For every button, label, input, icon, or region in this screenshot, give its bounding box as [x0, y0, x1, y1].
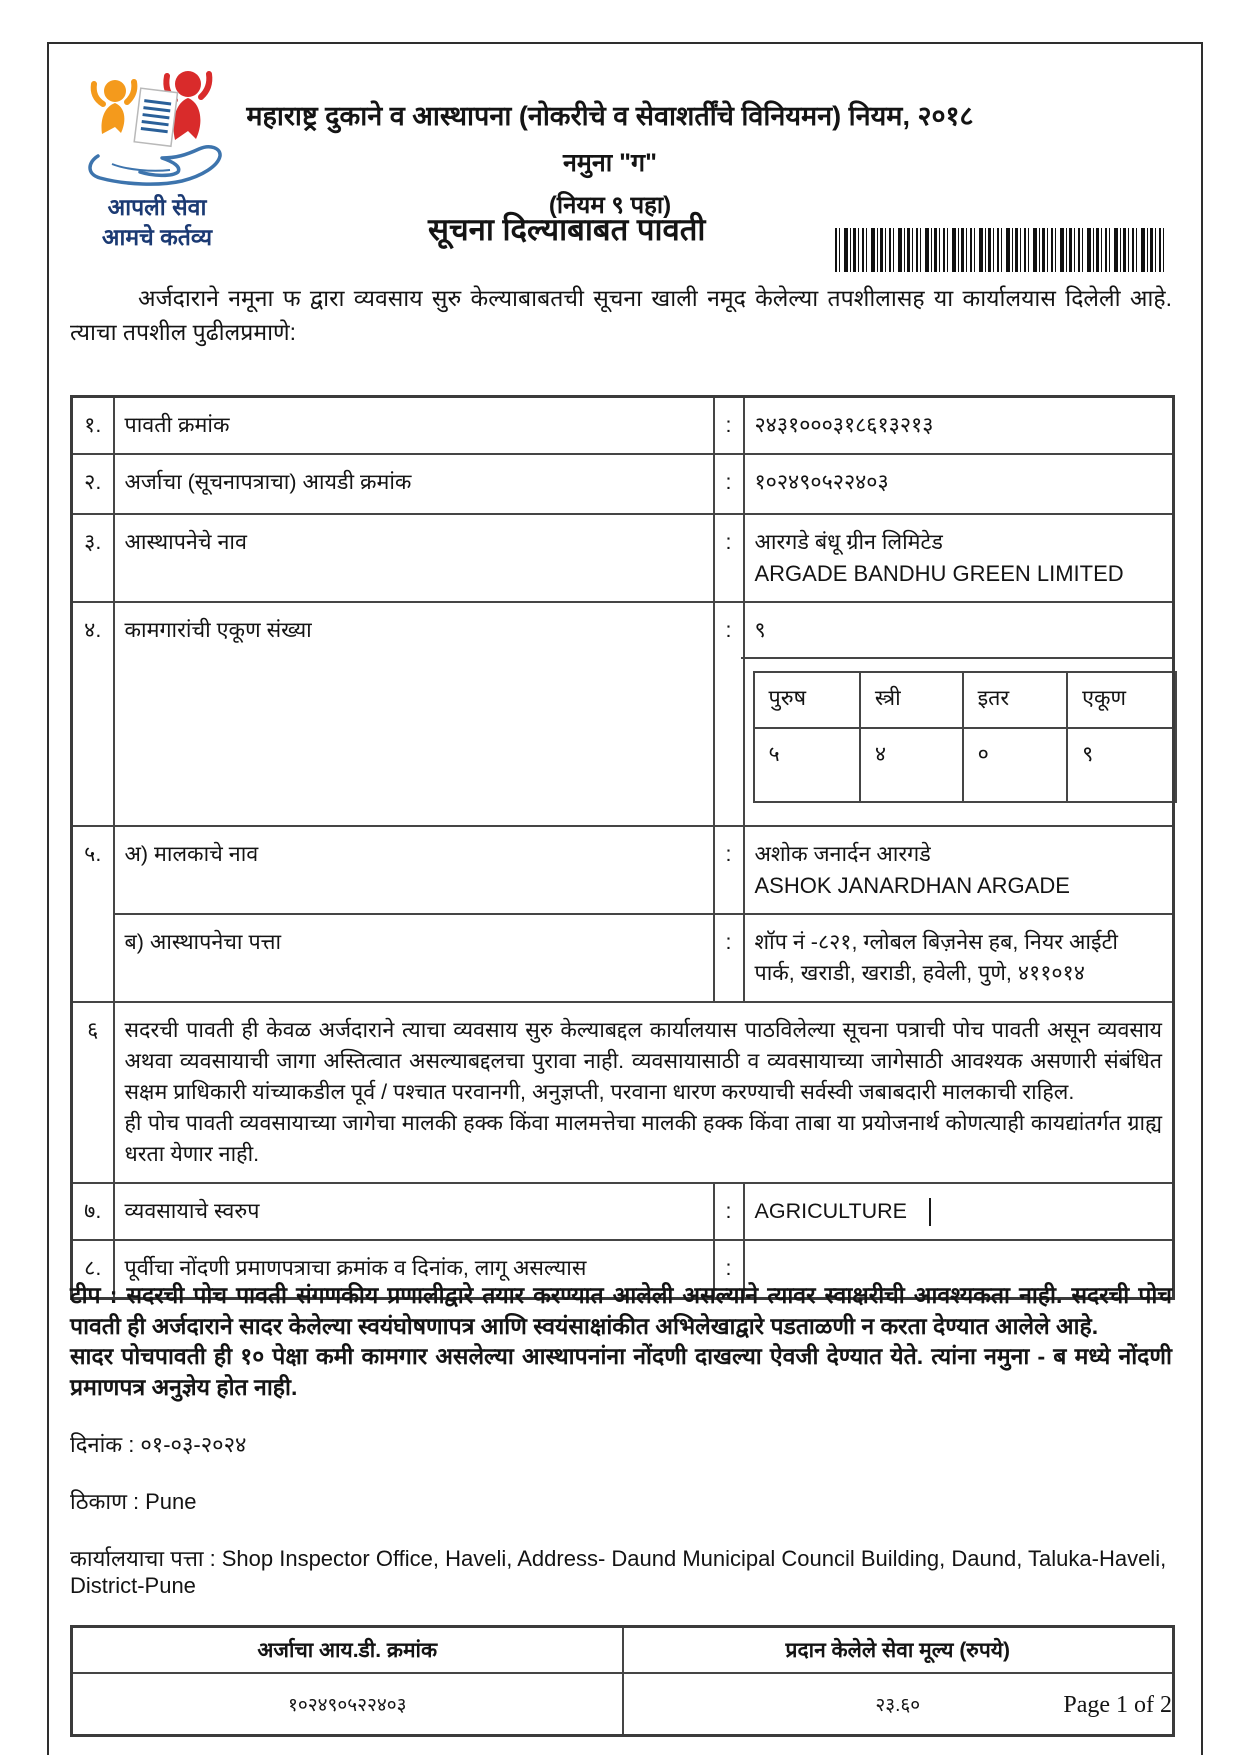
note-paragraph-2: सादर पोचपावती ही १० पेक्षा कमी कामगार असलेल्या आस्थापनांना नोंदणी दाखल्या ऐवजी देण्यात येते. त्यांना नमुना - ब मध्ये नोंदणी प्रमाणपत्र अनुज्ञेय होत नाही.: [70, 1343, 1172, 1400]
colon-separator: :: [714, 1240, 744, 1298]
fee-value-application-id: १०२४९०५२२४०३: [72, 1673, 623, 1736]
note-paragraph-1: टीप : सदरची पोच पावती संगणकीय प्रणालीद्वारे तयार करण्यात आलेली असल्याने त्यावर स्वाक्षरीची आवश्यकता नाही. सदरची पोच पावती ही अर्जदाराने सादर केलेल्या स्वयंघोषणापत्र आणि स्वयंसाक्षांकीत अभिलेखाद्वारे पडताळणी न करता देण्यात आलेले आहे.: [70, 1282, 1172, 1339]
disclaimer-paragraph-1: सदरची पावती ही केवळ अर्जदाराने त्याचा व्यवसाय सुरु केल्याबद्दल कार्यालयास पाठविलेल्या सूचना पत्राची पोच पावती असून व्यवसाय अथवा व्यवसायाची जागा अस्तित्वात असल्याबद्दलचा पुरावा नाही. व्यवसायासाठी व व्यवसायाच्या जागेसाठी आवश्यक असणारी संबंधित सक्षम प्राधिकारी यांच्याकडील पूर्व / पश्चात परवानगी, अनुज्ञप्ती, परवाना धारण करण्याची सर्वस्वी जबाबदारी मालकाची राहिल.: [124, 1018, 1162, 1104]
row-number: ५.: [72, 826, 114, 1002]
workers-value-total: ९: [1067, 728, 1175, 802]
workers-value-female: ४: [860, 728, 963, 802]
intro-paragraph: अर्जदाराने नमूना फ द्वारा व्यवसाय सुरु केल्याबाबतची सूचना खाली नमूद केलेल्या तपशीलासह या कार्यालयास दिलेली आहे. त्याचा तपशील पुढीलप्रमाणे:: [70, 285, 1172, 345]
document-title-block: [160, 96, 1060, 221]
table-row-establishment-name: [72, 514, 1174, 602]
row-label: अ) मालकाचे नाव: [114, 826, 714, 914]
fee-table: [70, 1625, 1175, 1737]
row-label: पूर्वीचा नोंदणी प्रमाणपत्राचा क्रमांक व दिनांक, लागू असल्यास: [114, 1240, 714, 1298]
workers-breakdown: [741, 657, 1173, 813]
establishment-address-value: शॉप नं -८२१, ग्लोबल बिज़नेस हब, नियर आईटी पार्क, खराडी, खराडी, हवेली, पुणे, ४११०१४: [744, 914, 1174, 1002]
page-number: Page 1 of 2: [1063, 1692, 1172, 1718]
total-workers-value-cell: [744, 602, 1174, 826]
place-value: Pune: [145, 1489, 197, 1514]
place-separator: :: [132, 1489, 140, 1514]
table-row-disclaimer: [72, 1002, 1174, 1183]
details-table: [70, 395, 1175, 1300]
application-id-value: १०२४९०५२२४०३: [744, 454, 1174, 514]
row-number: २.: [72, 454, 114, 514]
colon-separator: :: [714, 454, 744, 514]
workers-header-row: [754, 672, 1176, 728]
colon-separator: :: [714, 514, 744, 602]
table-row-receipt-number: [72, 397, 1174, 455]
date-value: ०१-०३-२०२४: [140, 1432, 247, 1457]
fee-table-header-row: [72, 1627, 1174, 1674]
logo-caption-line1: आपली सेवा: [107, 194, 207, 220]
colon-separator: :: [714, 826, 744, 914]
orange-person-icon: [94, 80, 135, 134]
date-line: [70, 1429, 1172, 1459]
establishment-name-value: [744, 514, 1174, 602]
workers-header-female: स्त्री: [860, 672, 963, 728]
owner-name-value-cell: [744, 826, 1174, 914]
fee-header-service-fee: प्रदान केलेले सेवा मूल्य (रुपये): [623, 1627, 1174, 1674]
row-label: ब) आस्थापनेचा पत्ता: [114, 914, 714, 1002]
disclaimer-text-cell: [114, 1002, 1174, 1183]
colon-separator: :: [714, 602, 744, 826]
row-label: व्यवसायाचे स्वरुप: [114, 1183, 714, 1240]
row-number: ४.: [72, 602, 114, 826]
lower-section: [70, 1280, 1172, 1737]
fee-header-application-id: अर्जाचा आय.डी. क्रमांक: [72, 1627, 623, 1674]
fee-table-value-row: [72, 1673, 1174, 1736]
workers-header-male: पुरुष: [754, 672, 860, 728]
table-row-business-nature: [72, 1183, 1174, 1240]
office-address-separator: :: [209, 1546, 216, 1571]
workers-table: [753, 671, 1177, 803]
row-label: अर्जाचा (सूचनापत्राचा) आयडी क्रमांक: [114, 454, 714, 514]
establishment-name-marathi: आरगडे बंधू ग्रीन लिमिटेड: [754, 530, 943, 554]
workers-header-total: एकूण: [1067, 672, 1175, 728]
receipt-number-value: २४३१०००३१८६१३२१३: [744, 397, 1174, 455]
workers-value-row: [754, 728, 1176, 802]
owner-name-marathi: अशोक जनार्दन आरगडे: [754, 842, 931, 866]
stray-cursor-mark: [929, 1198, 931, 1226]
office-address-label: कार्यालयाचा पत्ता: [70, 1546, 204, 1571]
logo-caption-line2: आमचे कर्तव्य: [101, 224, 213, 250]
receipt-title: सूचना दिल्याबाबत पावती: [428, 212, 706, 247]
disclaimer-paragraph-2: ही पोच पावती व्यवसायाच्या जागेचा मालकी हक्क किंवा मालमत्तेचा मालकी हक्क किंवा ताबा या प्रयोजनार्थ कोणत्याही कायद्यांतर्गत ग्राह्य धरता येणार नाही.: [124, 1111, 1162, 1166]
table-row-application-id: [72, 454, 1174, 514]
colon-separator: :: [714, 914, 744, 1002]
office-address-line: [70, 1543, 1172, 1599]
total-workers-value: ९: [754, 618, 766, 642]
fee-value-service-fee: २३.६०: [623, 1673, 1174, 1736]
row-label: कामगारांची एकूण संख्या: [114, 602, 714, 826]
business-nature-value: AGRICULTURE: [744, 1183, 1174, 1240]
date-separator: :: [128, 1432, 135, 1457]
colon-separator: :: [714, 397, 744, 455]
table-row-owner-name: [72, 826, 1174, 914]
form-name: नमुना "ग": [563, 149, 657, 177]
row-label: पावती क्रमांक: [114, 397, 714, 455]
table-row-establishment-address: [72, 914, 1174, 1002]
act-title: महाराष्ट्र दुकाने व आस्थापना (नोकरीचे व सेवाशर्तींचे विनियमन) नियम, २०१८: [246, 101, 974, 131]
row-number: ८.: [72, 1240, 114, 1298]
row-number: ३.: [72, 514, 114, 602]
row-label: आस्थापनेचे नाव: [114, 514, 714, 602]
office-address-value: Shop Inspector Office, Haveli, Address- Daund Municipal Council Building, Daund, Taluka-Haveli, District-Pune: [70, 1546, 1167, 1598]
row-number: ७.: [72, 1183, 114, 1240]
workers-value-male: ५: [754, 728, 860, 802]
workers-header-other: इतर: [963, 672, 1068, 728]
date-label: दिनांक: [70, 1432, 123, 1457]
place-line: [70, 1486, 1172, 1516]
place-label: ठिकाण: [70, 1489, 127, 1514]
workers-value-other: ०: [963, 728, 1068, 802]
row-number: १.: [72, 397, 114, 455]
row-number: ६: [72, 1002, 114, 1183]
barcode-image: [835, 228, 1167, 272]
table-row-total-workers: [72, 602, 1174, 826]
establishment-name-english: ARGADE BANDHU GREEN LIMITED: [754, 561, 1124, 586]
owner-name-english: ASHOK JANARDHAN ARGADE: [754, 873, 1070, 898]
colon-separator: :: [714, 1183, 744, 1240]
rule-reference: (नियम ९ पहा): [548, 192, 672, 219]
